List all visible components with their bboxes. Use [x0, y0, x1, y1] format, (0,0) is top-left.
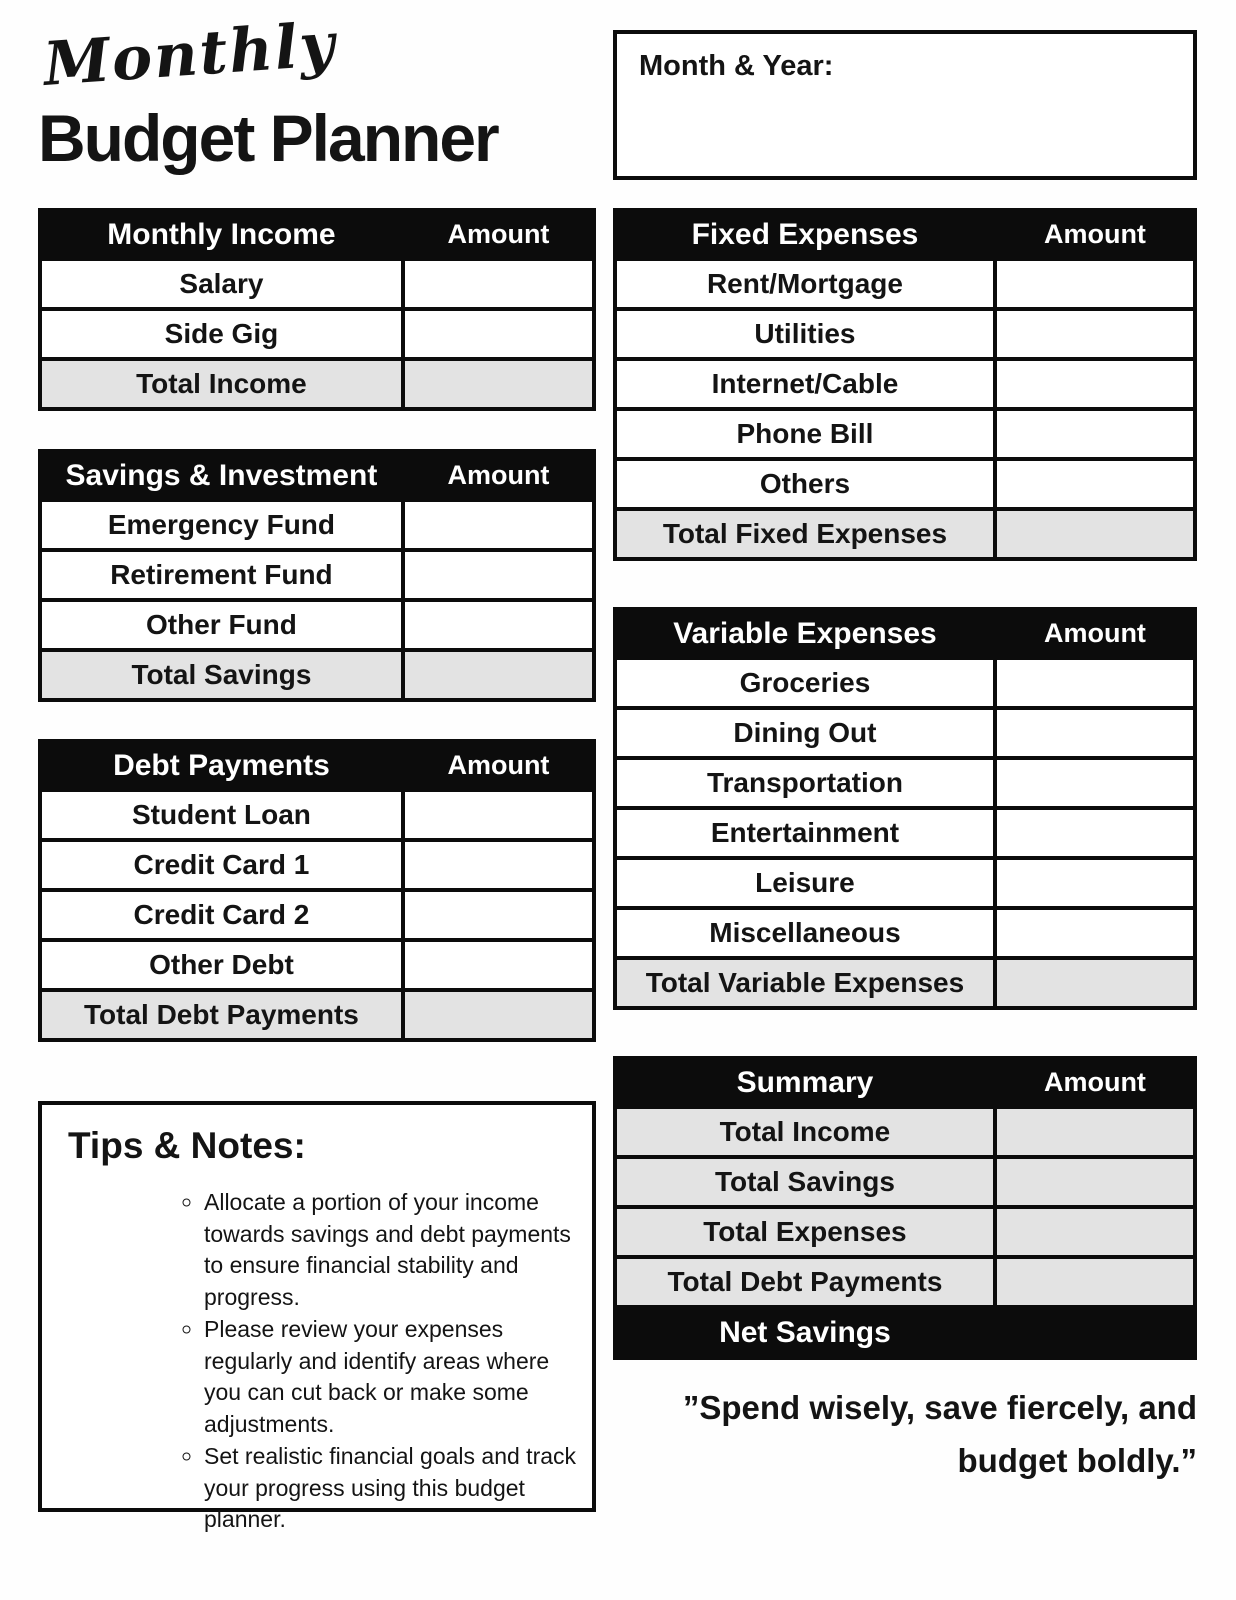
table-row	[615, 708, 1195, 758]
row-label: Salary	[40, 259, 403, 309]
amount-header: Amount	[403, 451, 594, 500]
amount-cell[interactable]	[403, 990, 594, 1040]
debt-payments-table	[38, 739, 596, 1042]
table-row	[615, 459, 1195, 509]
total-row	[40, 990, 594, 1040]
amount-cell[interactable]	[403, 309, 594, 359]
row-label: Student Loan	[40, 790, 403, 840]
table-header-title: Savings & Investment	[40, 451, 403, 500]
row-label: Total Savings	[615, 1157, 995, 1207]
quote	[613, 1382, 1197, 1488]
table-header-title: Debt Payments	[40, 741, 403, 790]
table-header-title: Monthly Income	[40, 210, 403, 259]
amount-cell[interactable]	[995, 908, 1195, 958]
row-label: Others	[615, 459, 995, 509]
table-row	[615, 309, 1195, 359]
table-row	[615, 409, 1195, 459]
table-header-row	[615, 609, 1195, 658]
amount-cell[interactable]	[995, 658, 1195, 708]
savings-investment-table	[38, 449, 596, 702]
table-header-row	[40, 210, 594, 259]
fixed-expenses-table	[613, 208, 1197, 561]
month-year-input[interactable]	[639, 83, 1171, 155]
row-label: Total Income	[615, 1107, 995, 1157]
total-row	[40, 650, 594, 700]
variable-expenses-table	[613, 607, 1197, 1010]
row-label: Credit Card 2	[40, 890, 403, 940]
row-label: Other Debt	[40, 940, 403, 990]
row-label: Emergency Fund	[40, 500, 403, 550]
net-savings-row	[615, 1307, 1195, 1358]
amount-cell[interactable]	[995, 359, 1195, 409]
row-label: Net Savings	[615, 1307, 995, 1358]
table-row	[40, 940, 594, 990]
row-label: Transportation	[615, 758, 995, 808]
monthly-income-table	[38, 208, 596, 411]
table-row	[40, 550, 594, 600]
total-row	[40, 359, 594, 409]
table-row	[40, 309, 594, 359]
tips-list	[66, 1187, 578, 1536]
row-label: Dining Out	[615, 708, 995, 758]
row-label: Total Fixed Expenses	[615, 509, 995, 559]
total-row	[615, 1207, 1195, 1257]
amount-cell[interactable]	[995, 1207, 1195, 1257]
amount-cell[interactable]	[995, 1157, 1195, 1207]
table-header-title: Summary	[615, 1058, 995, 1107]
amount-cell[interactable]	[995, 459, 1195, 509]
tips-notes-box	[38, 1101, 596, 1533]
total-row	[615, 1157, 1195, 1207]
row-label: Side Gig	[40, 309, 403, 359]
amount-cell[interactable]	[995, 958, 1195, 1008]
amount-cell[interactable]	[995, 409, 1195, 459]
table-header-title: Variable Expenses	[615, 609, 995, 658]
row-label: Leisure	[615, 858, 995, 908]
table-row	[615, 658, 1195, 708]
amount-cell[interactable]	[403, 840, 594, 890]
row-label: Utilities	[615, 309, 995, 359]
table-header-title: Fixed Expenses	[615, 210, 995, 259]
amount-cell[interactable]	[403, 550, 594, 600]
row-label: Entertainment	[615, 808, 995, 858]
table-row	[615, 808, 1195, 858]
total-row	[615, 1107, 1195, 1157]
tips-item: ◦ Please review your expenses regularly and identify areas where you can cut back or make some adjustments.	[204, 1314, 578, 1441]
table-row	[615, 359, 1195, 409]
table-row	[615, 758, 1195, 808]
amount-header: Amount	[403, 741, 594, 790]
table-row	[615, 259, 1195, 309]
amount-cell[interactable]	[403, 650, 594, 700]
amount-cell[interactable]	[995, 309, 1195, 359]
tips-item: ◦ Set realistic financial goals and track your progress using this budget planner.	[204, 1441, 578, 1536]
amount-cell[interactable]	[995, 259, 1195, 309]
amount-header: Amount	[995, 609, 1195, 658]
amount-cell[interactable]	[403, 359, 594, 409]
row-label: Other Fund	[40, 600, 403, 650]
right-column	[613, 30, 1197, 1600]
amount-cell[interactable]	[995, 808, 1195, 858]
amount-cell[interactable]	[403, 259, 594, 309]
row-label: Internet/Cable	[615, 359, 995, 409]
tips-item: ◦ Allocate a portion of your income towards savings and debt payments to ensure financial stability and progress.	[204, 1187, 578, 1314]
amount-header: Amount	[995, 210, 1195, 259]
amount-cell	[995, 1307, 1195, 1358]
month-year-label: Month & Year:	[639, 50, 834, 82]
amount-cell[interactable]	[995, 858, 1195, 908]
amount-cell[interactable]	[995, 509, 1195, 559]
amount-cell[interactable]	[403, 940, 594, 990]
table-row	[40, 259, 594, 309]
month-year-box	[613, 30, 1197, 180]
row-label: Retirement Fund	[40, 550, 403, 600]
row-label: Phone Bill	[615, 409, 995, 459]
row-label: Groceries	[615, 658, 995, 708]
amount-header: Amount	[995, 1058, 1195, 1107]
quote-line-1: ”Spend wisely, save fiercely, and	[682, 1389, 1197, 1426]
amount-cell[interactable]	[995, 1257, 1195, 1307]
row-label: Total Debt Payments	[40, 990, 403, 1040]
table-row	[40, 790, 594, 840]
tips-title: Tips & Notes:	[68, 1125, 306, 1166]
row-label: Total Variable Expenses	[615, 958, 995, 1008]
title-script-monthly: Monthly	[41, 9, 339, 100]
amount-cell[interactable]	[995, 758, 1195, 808]
title-block	[38, 9, 596, 208]
row-label: Rent/Mortgage	[615, 259, 995, 309]
row-label: Miscellaneous	[615, 908, 995, 958]
amount-cell[interactable]	[403, 500, 594, 550]
left-column	[38, 9, 596, 1600]
total-row	[615, 958, 1195, 1008]
row-label: Credit Card 1	[40, 840, 403, 890]
table-header-row	[615, 1058, 1195, 1107]
quote-line-2: budget boldly.”	[957, 1441, 1197, 1479]
row-label: Total Debt Payments	[615, 1257, 995, 1307]
table-header-row	[40, 451, 594, 500]
page-title: Budget Planner	[38, 101, 498, 175]
amount-cell[interactable]	[403, 790, 594, 840]
table-header-row	[40, 741, 594, 790]
table-row	[615, 908, 1195, 958]
row-label: Total Income	[40, 359, 403, 409]
row-label: Total Savings	[40, 650, 403, 700]
table-row	[40, 840, 594, 890]
table-header-row	[615, 210, 1195, 259]
total-row	[615, 509, 1195, 559]
amount-cell[interactable]	[995, 708, 1195, 758]
amount-header: Amount	[403, 210, 594, 259]
amount-cell[interactable]	[403, 890, 594, 940]
amount-cell[interactable]	[403, 600, 594, 650]
table-row	[40, 500, 594, 550]
summary-table	[613, 1056, 1197, 1360]
row-label: Total Expenses	[615, 1207, 995, 1257]
table-row	[615, 858, 1195, 908]
table-row	[40, 600, 594, 650]
table-row	[40, 890, 594, 940]
amount-cell[interactable]	[995, 1107, 1195, 1157]
total-row	[615, 1257, 1195, 1307]
